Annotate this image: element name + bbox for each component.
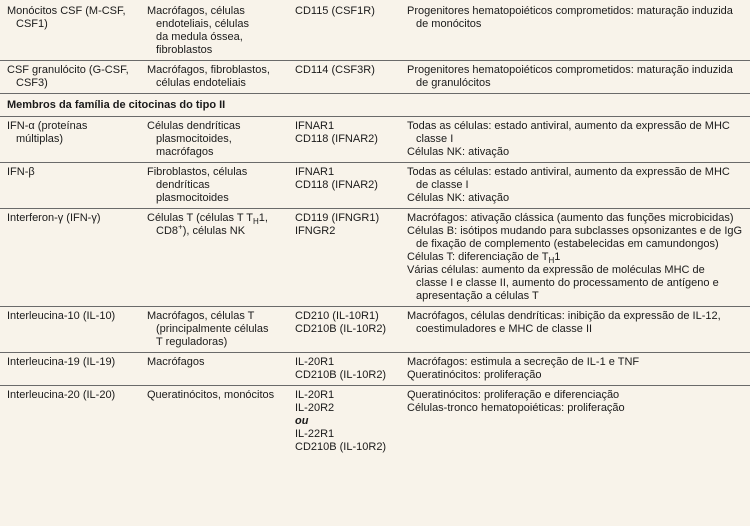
cytokine-cell: Monócitos CSF (M-CSF, CSF1) bbox=[0, 0, 140, 61]
cytokine-cell: Interleucina-10 (IL-10) bbox=[0, 307, 140, 353]
cell-source-cell: Fibroblastos, células dendríticas plasmocitoides bbox=[140, 163, 288, 209]
effects-cell: Todas as células: estado antiviral, aumento da expressão de MHC de classe I Células NK: ativação bbox=[400, 163, 750, 209]
cell-source-cell: Macrófagos, fibroblastos, células endoteliais bbox=[140, 61, 288, 94]
section-header-row bbox=[0, 94, 750, 117]
effects-cell: Macrófagos: estimula a secreção de IL-1 e TNF Queratinócitos: proliferação bbox=[400, 353, 750, 386]
receptor-cell: IL-20R1 CD210B (IL-10R2) bbox=[288, 353, 400, 386]
cytokine-cell: Interferon-γ (IFN-γ) bbox=[0, 209, 140, 307]
effects-cell: Queratinócitos: proliferação e diferenciação Células-tronco hematopoiéticas: proliferação bbox=[407, 389, 625, 414]
receptor-cell: CD115 (CSF1R) bbox=[288, 0, 400, 61]
table-row bbox=[0, 163, 750, 209]
cytokine-cell: IFN-α (proteínas múltiplas) bbox=[0, 117, 140, 163]
cytokine-cell: CSF granulócito (G-CSF, CSF3) bbox=[0, 61, 140, 94]
effects-cell: Todas as células: estado antiviral, aumento da expressão de MHC classe I Células NK: ativação bbox=[400, 117, 750, 163]
cell-source-cell: Células T (células T $T_H1$, CD8+), células NK bbox=[140, 209, 288, 307]
table-row bbox=[0, 353, 750, 386]
section-title: Membros da família de citocinas do tipo II bbox=[0, 94, 750, 117]
receptor-cell: CD210 (IL-10R1) CD210B (IL-10R2) bbox=[288, 307, 400, 353]
receptor-cell: IL-20R1 IL-20R2 ou IL-22R1 CD210B (IL-10R2) bbox=[295, 389, 387, 453]
cell-source-cell: Queratinócitos, monócitos bbox=[147, 389, 275, 401]
receptor-cell: IFNAR1 CD118 (IFNAR2) bbox=[288, 117, 400, 163]
receptor-cell: IFNAR1 CD118 (IFNAR2) bbox=[288, 163, 400, 209]
table-row bbox=[0, 386, 750, 458]
table-row bbox=[0, 117, 750, 163]
table-row bbox=[0, 0, 750, 61]
table-row bbox=[0, 209, 750, 307]
table-row bbox=[0, 61, 750, 94]
receptor-cell: CD114 (CSF3R) bbox=[288, 61, 400, 94]
cell-source-cell: Células dendríticas plasmocitoides, macrófagos bbox=[140, 117, 288, 163]
cytokine-cell: Interleucina-20 (IL-20) bbox=[7, 389, 116, 401]
cell-source-cell: Macrófagos bbox=[140, 353, 288, 386]
effects-cell: Macrófagos, células dendríticas: inibição da expressão de IL-12, coestimuladores e MHC de classe II bbox=[400, 307, 750, 353]
table-row bbox=[0, 307, 750, 353]
effects-cell: Progenitores hematopoiéticos comprometidos: maturação induzida de monócitos bbox=[400, 0, 750, 61]
effects-cell: Progenitores hematopoiéticos comprometidos: maturação induzida de granulócitos bbox=[400, 61, 750, 94]
cell-source-cell: Macrófagos, células T (principalmente células T reguladoras) bbox=[140, 307, 288, 353]
cytokine-cell: Interleucina-19 (IL-19) bbox=[0, 353, 140, 386]
cytokine-cell: IFN-β bbox=[0, 163, 140, 209]
receptor-cell: CD119 (IFNGR1) IFNGR2 bbox=[288, 209, 400, 307]
effects-cell: Macrófagos: ativação clássica (aumento das funções microbicidas) Células B: isótipos mudando para subclasses opsonizantes e de IgG de fixação de complemento (estabelecidas em camundongos) Células T: diferenciação de $T_H1$ Várias células: aumento da expressão de moléculas MHC de classe I e classe II, aumento do processamento de antígeno e apresentação a células T bbox=[400, 209, 750, 307]
cell-source-cell: Macrófagos, células endoteliais, células da medula óssea, fibroblastos bbox=[140, 0, 288, 61]
